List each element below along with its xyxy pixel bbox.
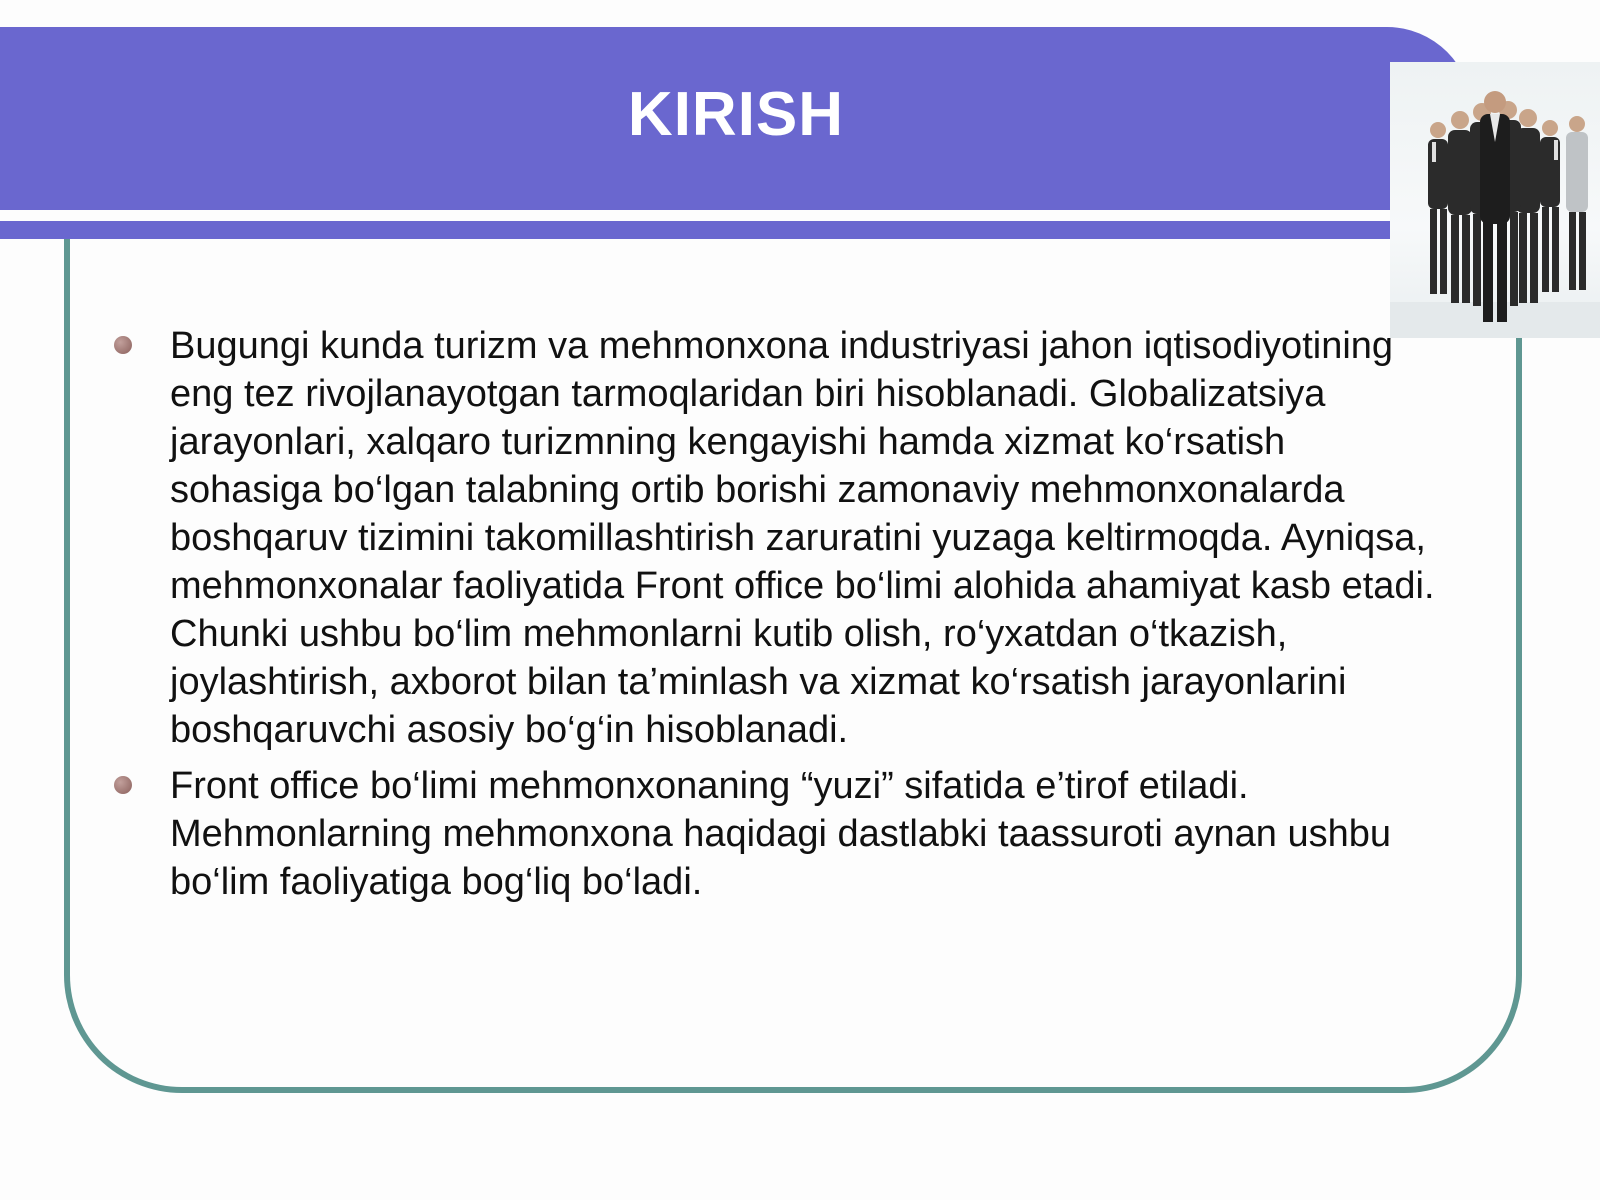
slide-title: KIRISH: [627, 80, 845, 149]
bullet-icon: [114, 336, 132, 354]
bullet-list: [110, 322, 1440, 914]
business-team-photo-icon: [1390, 62, 1600, 338]
header-stripe: [0, 221, 1398, 239]
list-item: [110, 762, 1440, 906]
bullet-text: Front office bo‘limi mehmonxonaning “yuzi” sifatida e’tirof etiladi. Mehmonlarning mehmonxona haqidagi dastlabki taassuroti aynan ushbu bo‘lim faoliyatiga bog‘liq bo‘ladi.: [170, 765, 1391, 903]
bullet-text: Bugungi kunda turizm va mehmonxona industriyasi jahon iqtisodiyotining eng tez rivojlanayotgan tarmoqlaridan biri hisoblanadi. Globalizatsiya jarayonlari, xalqaro turizmning kengayishi hamda xizmat ko‘rsatish sohasiga bo‘lgan talabning ortib borishi zamonaviy mehmonxonalarda boshqaruv tizimini takomillashtirish zaruratini yuzaga keltirmoqda. Ayniqsa, mehmonxonalar faoliyatida Front office bo‘limi alohida ahamiyat kasb etadi. Chunki ushbu bo‘lim mehmonlarni kutib olish, ro‘yxatdan o‘tkazish, joylashtirish, axborot bilan ta’minlash va xizmat ko‘rsatish jarayonlarini boshqaruvchi asosiy bo‘g‘in hisoblanadi.: [170, 325, 1435, 751]
bullet-icon: [114, 776, 132, 794]
list-item: [110, 322, 1440, 754]
